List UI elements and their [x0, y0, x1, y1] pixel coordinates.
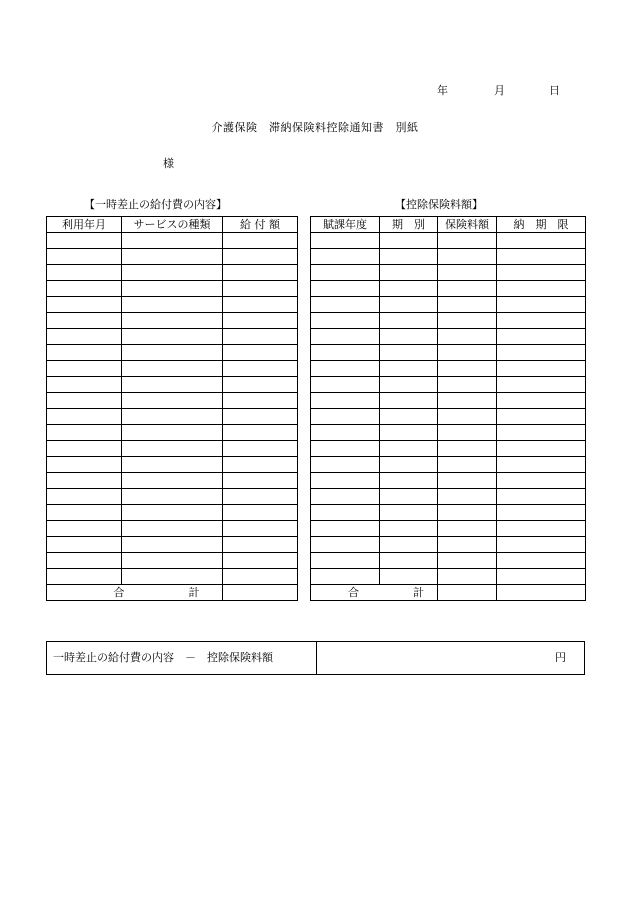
benefit-row	[47, 377, 298, 393]
premium-cell	[497, 537, 586, 553]
benefit-cell	[122, 265, 223, 281]
premium-cell	[438, 505, 497, 521]
benefit-cell	[122, 393, 223, 409]
benefit-cell	[47, 521, 122, 537]
premium-cell	[380, 425, 438, 441]
benefit-cell	[223, 393, 298, 409]
premium-cell	[311, 553, 380, 569]
col-service-type: サービスの種類	[122, 217, 223, 233]
premium-table	[310, 216, 586, 601]
premium-cell	[497, 553, 586, 569]
benefit-cell	[122, 441, 223, 457]
premium-cell	[497, 425, 586, 441]
premium-cell	[311, 409, 380, 425]
premium-cell	[380, 569, 438, 585]
benefit-cell	[223, 537, 298, 553]
premium-cell	[497, 281, 586, 297]
premium-total-blank	[497, 585, 586, 601]
benefit-cell	[122, 329, 223, 345]
addressee-suffix: 様	[163, 157, 174, 170]
benefit-cell	[47, 297, 122, 313]
premium-cell	[438, 281, 497, 297]
benefit-row	[47, 313, 298, 329]
premium-cell	[380, 553, 438, 569]
benefit-cell	[223, 569, 298, 585]
benefit-cell	[47, 489, 122, 505]
benefit-cell	[223, 329, 298, 345]
premium-cell	[311, 473, 380, 489]
benefit-cell	[47, 441, 122, 457]
premium-row	[311, 457, 586, 473]
premium-cell	[311, 441, 380, 457]
benefit-row	[47, 393, 298, 409]
yen-unit: 円	[555, 651, 566, 664]
benefit-cell	[47, 569, 122, 585]
premium-cell	[497, 313, 586, 329]
premium-cell	[497, 569, 586, 585]
benefit-cell	[47, 249, 122, 265]
benefit-cell	[223, 457, 298, 473]
premium-cell	[438, 361, 497, 377]
premium-cell	[497, 409, 586, 425]
premium-cell	[438, 473, 497, 489]
premium-cell	[438, 521, 497, 537]
benefit-cell	[223, 249, 298, 265]
premium-cell	[380, 361, 438, 377]
premium-cell	[380, 473, 438, 489]
premium-cell	[311, 521, 380, 537]
col-fiscal-year: 賦課年度	[311, 217, 380, 233]
premium-row	[311, 489, 586, 505]
benefit-row	[47, 505, 298, 521]
year-label: 年	[437, 84, 448, 97]
month-label: 月	[494, 84, 505, 97]
premium-cell	[380, 537, 438, 553]
premium-cell	[311, 457, 380, 473]
difference-value-field	[317, 642, 584, 674]
premium-cell	[380, 441, 438, 457]
premium-cell	[311, 249, 380, 265]
benefit-cell	[122, 233, 223, 249]
benefit-cell	[47, 505, 122, 521]
benefit-header-row	[47, 217, 298, 233]
benefit-cell	[122, 409, 223, 425]
premium-cell	[438, 329, 497, 345]
premium-row	[311, 505, 586, 521]
date-line	[437, 82, 560, 98]
benefit-cell	[223, 233, 298, 249]
premium-cell	[380, 297, 438, 313]
premium-cell	[438, 377, 497, 393]
benefit-row	[47, 489, 298, 505]
total-char-2: 計	[188, 586, 200, 599]
benefit-row	[47, 233, 298, 249]
premium-row	[311, 521, 586, 537]
benefit-cell	[47, 233, 122, 249]
premium-cell	[497, 521, 586, 537]
premium-row	[311, 425, 586, 441]
premium-cell	[438, 233, 497, 249]
premium-row	[311, 265, 586, 281]
premium-cell	[380, 393, 438, 409]
benefit-row	[47, 281, 298, 297]
total-char-1: 合	[348, 586, 359, 599]
benefit-row	[47, 569, 298, 585]
premium-cell	[438, 489, 497, 505]
benefit-cell	[122, 569, 223, 585]
benefit-cell	[223, 489, 298, 505]
benefit-cell	[47, 537, 122, 553]
premium-row	[311, 281, 586, 297]
premium-cell	[380, 313, 438, 329]
premium-cell	[380, 457, 438, 473]
premium-table-body	[311, 233, 586, 585]
premium-cell	[497, 489, 586, 505]
premium-cell	[380, 281, 438, 297]
premium-row	[311, 377, 586, 393]
premium-cell	[497, 361, 586, 377]
benefit-row	[47, 265, 298, 281]
premium-cell	[438, 457, 497, 473]
premium-cell	[380, 345, 438, 361]
premium-cell	[311, 233, 380, 249]
premium-cell	[380, 377, 438, 393]
benefit-cell	[47, 265, 122, 281]
premium-cell	[311, 313, 380, 329]
benefit-cell	[223, 361, 298, 377]
premium-cell	[497, 265, 586, 281]
premium-cell	[497, 345, 586, 361]
premium-cell	[311, 537, 380, 553]
premium-cell	[438, 249, 497, 265]
benefit-cell	[47, 425, 122, 441]
benefit-cell	[47, 457, 122, 473]
premium-cell	[380, 505, 438, 521]
premium-cell	[311, 329, 380, 345]
premium-cell	[311, 489, 380, 505]
benefit-cell	[47, 281, 122, 297]
document-title: 介護保険 滞納保険料控除通知書 別紙	[211, 121, 419, 134]
premium-cell	[438, 553, 497, 569]
benefit-cell	[223, 281, 298, 297]
benefit-row	[47, 409, 298, 425]
benefit-row	[47, 329, 298, 345]
benefit-cell	[47, 409, 122, 425]
benefit-cell	[122, 345, 223, 361]
premium-row	[311, 441, 586, 457]
benefit-cell	[122, 457, 223, 473]
premium-row	[311, 553, 586, 569]
benefit-cell	[122, 249, 223, 265]
premium-total-value	[438, 585, 497, 601]
premium-cell	[497, 297, 586, 313]
benefit-row	[47, 521, 298, 537]
col-period: 期 別	[380, 217, 438, 233]
benefit-cell	[223, 409, 298, 425]
benefit-cell	[223, 313, 298, 329]
difference-summary-box	[46, 641, 585, 675]
premium-cell	[438, 313, 497, 329]
benefit-cell	[47, 329, 122, 345]
premium-cell	[311, 377, 380, 393]
benefit-total-label	[47, 585, 223, 601]
premium-row	[311, 569, 586, 585]
benefit-cell	[47, 553, 122, 569]
premium-cell	[438, 425, 497, 441]
premium-total-label	[311, 585, 438, 601]
col-usage-month: 利用年月	[47, 217, 122, 233]
benefit-cell	[47, 377, 122, 393]
premium-row	[311, 361, 586, 377]
premium-cell	[311, 393, 380, 409]
premium-header-row	[311, 217, 586, 233]
premium-cell	[311, 265, 380, 281]
benefit-table	[46, 216, 298, 601]
benefit-cell	[223, 473, 298, 489]
benefit-row	[47, 441, 298, 457]
difference-label: 一時差止の給付費の内容 － 控除保険料額	[47, 642, 317, 674]
benefit-cell	[47, 361, 122, 377]
premium-cell	[380, 489, 438, 505]
benefit-cell	[122, 489, 223, 505]
premium-cell	[497, 505, 586, 521]
benefit-cell	[122, 377, 223, 393]
premium-cell	[497, 249, 586, 265]
benefit-cell	[223, 441, 298, 457]
benefit-cell	[223, 345, 298, 361]
premium-cell	[497, 457, 586, 473]
total-char-1: 合	[113, 586, 125, 599]
premium-cell	[380, 265, 438, 281]
total-char-2: 計	[413, 586, 424, 599]
premium-row	[311, 473, 586, 489]
benefit-cell	[122, 361, 223, 377]
benefit-cell	[122, 313, 223, 329]
benefit-total-value	[223, 585, 298, 601]
premium-cell	[380, 329, 438, 345]
premium-cell	[497, 329, 586, 345]
benefit-row	[47, 537, 298, 553]
premium-row	[311, 249, 586, 265]
benefit-row	[47, 457, 298, 473]
col-premium-amount: 保険料額	[438, 217, 497, 233]
premium-cell	[497, 377, 586, 393]
premium-cell	[438, 345, 497, 361]
benefit-total-row	[47, 585, 298, 601]
premium-cell	[380, 409, 438, 425]
day-label: 日	[549, 84, 560, 97]
premium-cell	[438, 265, 497, 281]
premium-cell	[311, 281, 380, 297]
benefit-cell	[223, 425, 298, 441]
premium-row	[311, 313, 586, 329]
benefit-cell	[223, 521, 298, 537]
benefit-cell	[223, 553, 298, 569]
premium-cell	[438, 393, 497, 409]
premium-cell	[380, 233, 438, 249]
benefit-cell	[122, 505, 223, 521]
premium-cell	[497, 441, 586, 457]
benefit-cell	[47, 393, 122, 409]
benefit-row	[47, 473, 298, 489]
premium-row	[311, 393, 586, 409]
benefit-cell	[223, 377, 298, 393]
benefit-row	[47, 553, 298, 569]
benefit-cell	[122, 297, 223, 313]
premium-total-row	[311, 585, 586, 601]
premium-row	[311, 297, 586, 313]
premium-cell	[438, 297, 497, 313]
benefit-cell	[122, 537, 223, 553]
benefit-cell	[47, 313, 122, 329]
premium-cell	[438, 409, 497, 425]
benefit-cell	[223, 265, 298, 281]
premium-row	[311, 409, 586, 425]
benefit-cell	[122, 281, 223, 297]
premium-cell	[311, 505, 380, 521]
benefit-cell	[47, 345, 122, 361]
benefit-row	[47, 297, 298, 313]
benefit-cell	[122, 553, 223, 569]
col-benefit-amount: 給 付 額	[223, 217, 298, 233]
benefit-section-heading: 【一時差止の給付費の内容】	[84, 198, 227, 211]
benefit-row	[47, 361, 298, 377]
benefit-cell	[122, 425, 223, 441]
premium-cell	[438, 537, 497, 553]
premium-row	[311, 345, 586, 361]
premium-cell	[497, 393, 586, 409]
premium-cell	[311, 297, 380, 313]
benefit-row	[47, 345, 298, 361]
benefit-table-body	[47, 233, 298, 585]
benefit-row	[47, 249, 298, 265]
premium-cell	[380, 249, 438, 265]
premium-cell	[497, 473, 586, 489]
premium-cell	[438, 441, 497, 457]
premium-cell	[497, 233, 586, 249]
premium-row	[311, 233, 586, 249]
benefit-cell	[223, 505, 298, 521]
premium-cell	[311, 361, 380, 377]
premium-cell	[311, 345, 380, 361]
premium-cell	[380, 521, 438, 537]
col-due-date: 納 期 限	[497, 217, 586, 233]
benefit-cell	[122, 473, 223, 489]
premium-cell	[311, 569, 380, 585]
premium-section-heading: 【控除保険料額】	[395, 198, 483, 211]
premium-cell	[311, 425, 380, 441]
benefit-cell	[122, 521, 223, 537]
benefit-row	[47, 425, 298, 441]
premium-row	[311, 537, 586, 553]
premium-row	[311, 329, 586, 345]
premium-cell	[438, 569, 497, 585]
benefit-cell	[223, 297, 298, 313]
benefit-cell	[47, 473, 122, 489]
